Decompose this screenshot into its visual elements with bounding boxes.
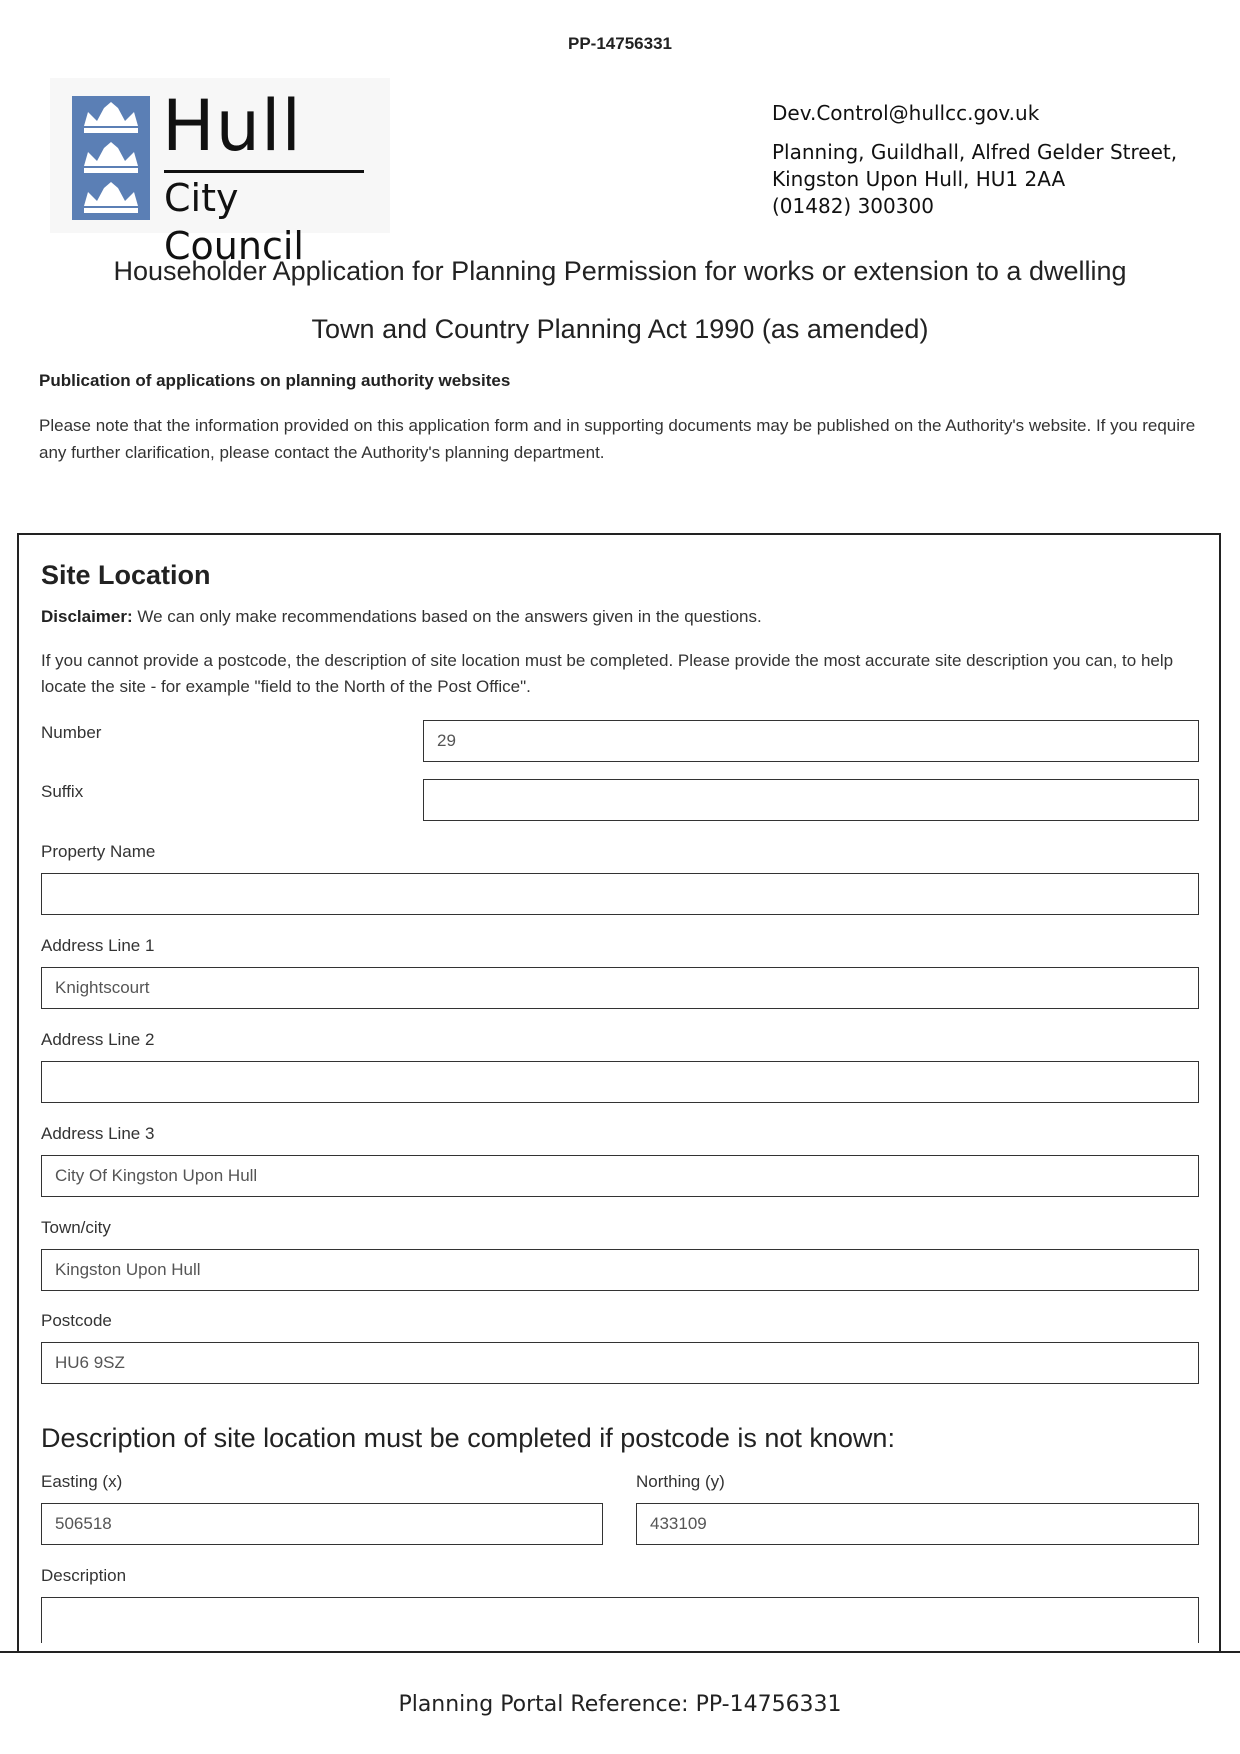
footer-divider	[0, 1651, 1240, 1653]
form-subtitle: Town and Country Planning Act 1990 (as amended)	[311, 314, 929, 344]
suffix-field[interactable]	[423, 779, 1199, 821]
description-label: Description	[41, 1566, 127, 1585]
number-field[interactable]: 29	[423, 720, 1199, 762]
reference-number-top: PP-14756331	[568, 34, 672, 53]
crowns-icon	[72, 96, 150, 220]
contact-address-line1: Planning, Guildhall, Alfred Gelder Street,	[772, 140, 1178, 164]
address-line3-field[interactable]: City Of Kingston Upon Hull	[41, 1155, 1199, 1197]
footer-reference: Planning Portal Reference: PP-14756331	[398, 1692, 842, 1717]
easting-label: Easting (x)	[41, 1472, 123, 1491]
publication-text: Please note that the information provided on this application form and in supporting documents may be published on the Authority's website. If you require any further clarification, please contact the Authority's planning department.	[39, 416, 1196, 462]
suffix-label: Suffix	[41, 782, 84, 801]
town-city-field[interactable]: Kingston Upon Hull	[41, 1249, 1199, 1291]
postcode-field[interactable]: HU6 9SZ	[41, 1342, 1199, 1384]
easting-field[interactable]: 506518	[41, 1503, 603, 1545]
contact-email: Dev.Control@hullcc.gov.uk	[772, 101, 1040, 125]
postcode-label: Postcode	[41, 1311, 112, 1330]
address-line2-field[interactable]	[41, 1061, 1199, 1103]
address-line1-field[interactable]: Knightscourt	[41, 967, 1199, 1009]
disclaimer-text: We can only make recommendations based on the answers given in the questions.	[132, 607, 762, 626]
form-title: Householder Application for Planning Permission for works or extension to a dwelling	[113, 256, 1127, 286]
hull-city-council-logo	[50, 78, 390, 268]
site-location-heading: Site Location	[41, 560, 211, 590]
logo-council-text: City Council	[164, 176, 304, 268]
contact-block	[772, 100, 1177, 220]
description-field[interactable]	[41, 1597, 1199, 1643]
contact-address-line2: Kingston Upon Hull, HU1 2AA	[772, 167, 1066, 191]
address-line2-label: Address Line 2	[41, 1030, 155, 1049]
address-line1-label: Address Line 1	[41, 936, 155, 955]
property-name-field[interactable]	[41, 873, 1199, 915]
northing-label: Northing (y)	[636, 1472, 725, 1491]
disclaimer-label: Disclaimer:	[41, 607, 133, 626]
description-section-heading: Description of site location must be completed if postcode is not known:	[41, 1423, 895, 1453]
disclaimer	[41, 607, 762, 627]
address-line3-label: Address Line 3	[41, 1124, 155, 1143]
publication-heading: Publication of applications on planning authority websites	[39, 371, 511, 390]
logo-divider	[164, 170, 364, 173]
property-name-label: Property Name	[41, 842, 156, 861]
logo-hull-text: Hull	[162, 85, 302, 167]
town-city-label: Town/city	[41, 1218, 111, 1237]
contact-phone: (01482) 300300	[772, 194, 934, 218]
site-location-help: If you cannot provide a postcode, the description of site location must be completed. Please provide the most accurate site description you can, to help locate the site - for example "field to the North of the Post Office".	[41, 651, 1174, 696]
number-label: Number	[41, 723, 102, 742]
northing-field[interactable]: 433109	[636, 1503, 1199, 1545]
